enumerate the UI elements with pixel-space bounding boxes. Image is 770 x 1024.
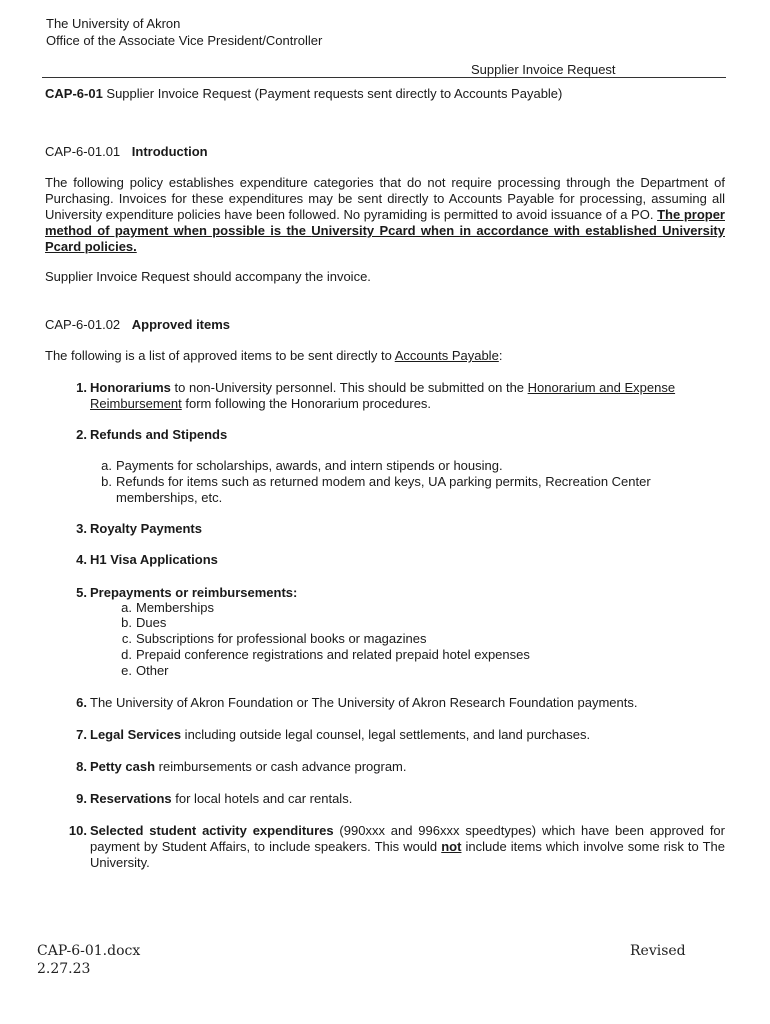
sub-item-letter: b.	[121, 615, 132, 630]
intro-paragraph	[45, 175, 725, 255]
list-item	[76, 552, 725, 568]
item-bold: Legal Services	[90, 727, 182, 742]
item-bold: H1 Visa Applications	[90, 552, 218, 567]
footer-filename: CAP-6-01.docx	[37, 943, 141, 959]
item-text: The University of Akron Foundation or The University of Akron Research Foundation payments.	[90, 695, 638, 710]
approved-lead-text: The following is a list of approved items to be sent directly to	[45, 348, 395, 363]
sub-item	[121, 647, 530, 663]
sub-item-letter: d.	[121, 647, 132, 662]
header-rule	[42, 77, 726, 78]
sub-item-text: Prepaid conference registrations and related prepaid hotel expenses	[136, 647, 530, 662]
page-title	[45, 86, 725, 102]
list-item	[76, 695, 725, 711]
list-item	[76, 791, 725, 807]
approved-lead-end: :	[498, 348, 503, 363]
honorarium-form-link[interactable]: Honorarium and Expense Reimbursement	[90, 380, 676, 411]
list-item	[76, 759, 725, 775]
approved-lead	[45, 348, 725, 364]
item-number: 8.	[76, 759, 87, 774]
item-text: for local hotels and car rentals.	[171, 791, 353, 806]
sub-item-text: Subscriptions for professional books or magazines	[136, 631, 427, 646]
sub-item-letter: a.	[121, 600, 132, 615]
footer-date: 2.27.23	[37, 961, 91, 977]
item-text: reimbursements or cash advance program.	[155, 759, 407, 774]
item-number: 7.	[76, 727, 87, 742]
list-item	[76, 380, 725, 412]
sub-item-text: Other	[136, 663, 169, 678]
list-item	[68, 823, 725, 871]
sub-item-letter: b.	[101, 474, 112, 489]
footer-revised: Revised	[630, 943, 686, 959]
sub-item-text: Memberships	[136, 600, 215, 615]
item-text: including outside legal counsel, legal settlements, and land purchases.	[181, 727, 591, 742]
university-name: The University of Akron	[46, 16, 181, 31]
item-number: 1.	[76, 380, 87, 395]
title-code: CAP-6-01	[45, 86, 103, 101]
item-emphasis: not	[441, 839, 462, 854]
accounts-payable-link[interactable]: Accounts Payable	[394, 348, 499, 363]
intro-heading: Introduction	[131, 144, 208, 159]
sub-item-letter: a.	[101, 458, 112, 473]
list-item	[76, 585, 725, 601]
item-bold: Selected student activity expenditures	[90, 823, 334, 838]
list-item	[76, 427, 725, 443]
intro-bold-lead: The proper method of payment when possible is the	[45, 207, 725, 238]
intro-section-heading	[45, 144, 725, 160]
item-text-end: include items which involve some risk to The University.	[90, 839, 725, 870]
list-item	[76, 727, 725, 743]
item-text: to non-University personnel. This should be submitted on the	[170, 380, 528, 395]
item-bold: Prepayments or reimbursements:	[90, 585, 298, 600]
sub-item	[121, 615, 167, 631]
item-number: 2.	[76, 427, 87, 442]
item-text: (990xxx and 996xxx speedtypes) which have been approved for payment by Student Affairs, to include speakers. This would	[90, 823, 725, 854]
item-bold: Honorariums	[90, 380, 171, 395]
list-item	[76, 521, 725, 537]
sub-item	[121, 631, 427, 647]
office-name: Office of the Associate Vice President/Controller	[46, 33, 323, 48]
intro-text: The following policy establishes expenditure categories that do not require processing through the Department of Purchasing. Invoices for these expenditures may be sent directly to Accounts Payable for processing, assuming all University expenditure policies have been followed. No pyramiding is permitted to avoid issuance of a PO.	[45, 175, 725, 222]
item-bold: Reservations	[90, 791, 172, 806]
approved-heading: Approved items	[131, 317, 231, 332]
sub-item	[121, 600, 215, 616]
item-bold: Petty cash	[90, 759, 156, 774]
sub-item	[121, 663, 169, 679]
sub-item-text: Dues	[136, 615, 167, 630]
sub-item	[101, 474, 676, 506]
intro-code: CAP-6-01.01	[45, 144, 121, 159]
sub-item-text: Refunds for items such as returned modem and keys, UA parking permits, Recreation Center memberships, etc.	[116, 474, 651, 505]
item-bold: Refunds and Stipends	[90, 427, 228, 442]
item-number: 3.	[76, 521, 87, 536]
sub-item-letter: c.	[121, 631, 132, 646]
item-number: 6.	[76, 695, 87, 710]
item-number: 9.	[76, 791, 87, 806]
intro-note: Supplier Invoice Request should accompany the invoice.	[45, 269, 371, 284]
approved-code: CAP-6-01.02	[45, 317, 121, 332]
item-number: 5.	[76, 585, 87, 600]
item-number: 10.	[68, 823, 87, 838]
document-label: Supplier Invoice Request	[471, 62, 616, 77]
item-number: 4.	[76, 552, 87, 567]
sub-item	[101, 458, 696, 474]
title-text: Supplier Invoice Request (Payment requests sent directly to Accounts Payable)	[102, 86, 563, 101]
sub-item-text: Payments for scholarships, awards, and intern stipends or housing.	[116, 458, 503, 473]
item-text-end: form following the Honorarium procedures.	[181, 396, 432, 411]
approved-section-heading	[45, 317, 725, 333]
item-bold: Royalty Payments	[90, 521, 202, 536]
sub-item-letter: e.	[121, 663, 132, 678]
pcard-policy-link[interactable]: University Pcard when in accordance with established University Pcard policies.	[45, 223, 725, 254]
